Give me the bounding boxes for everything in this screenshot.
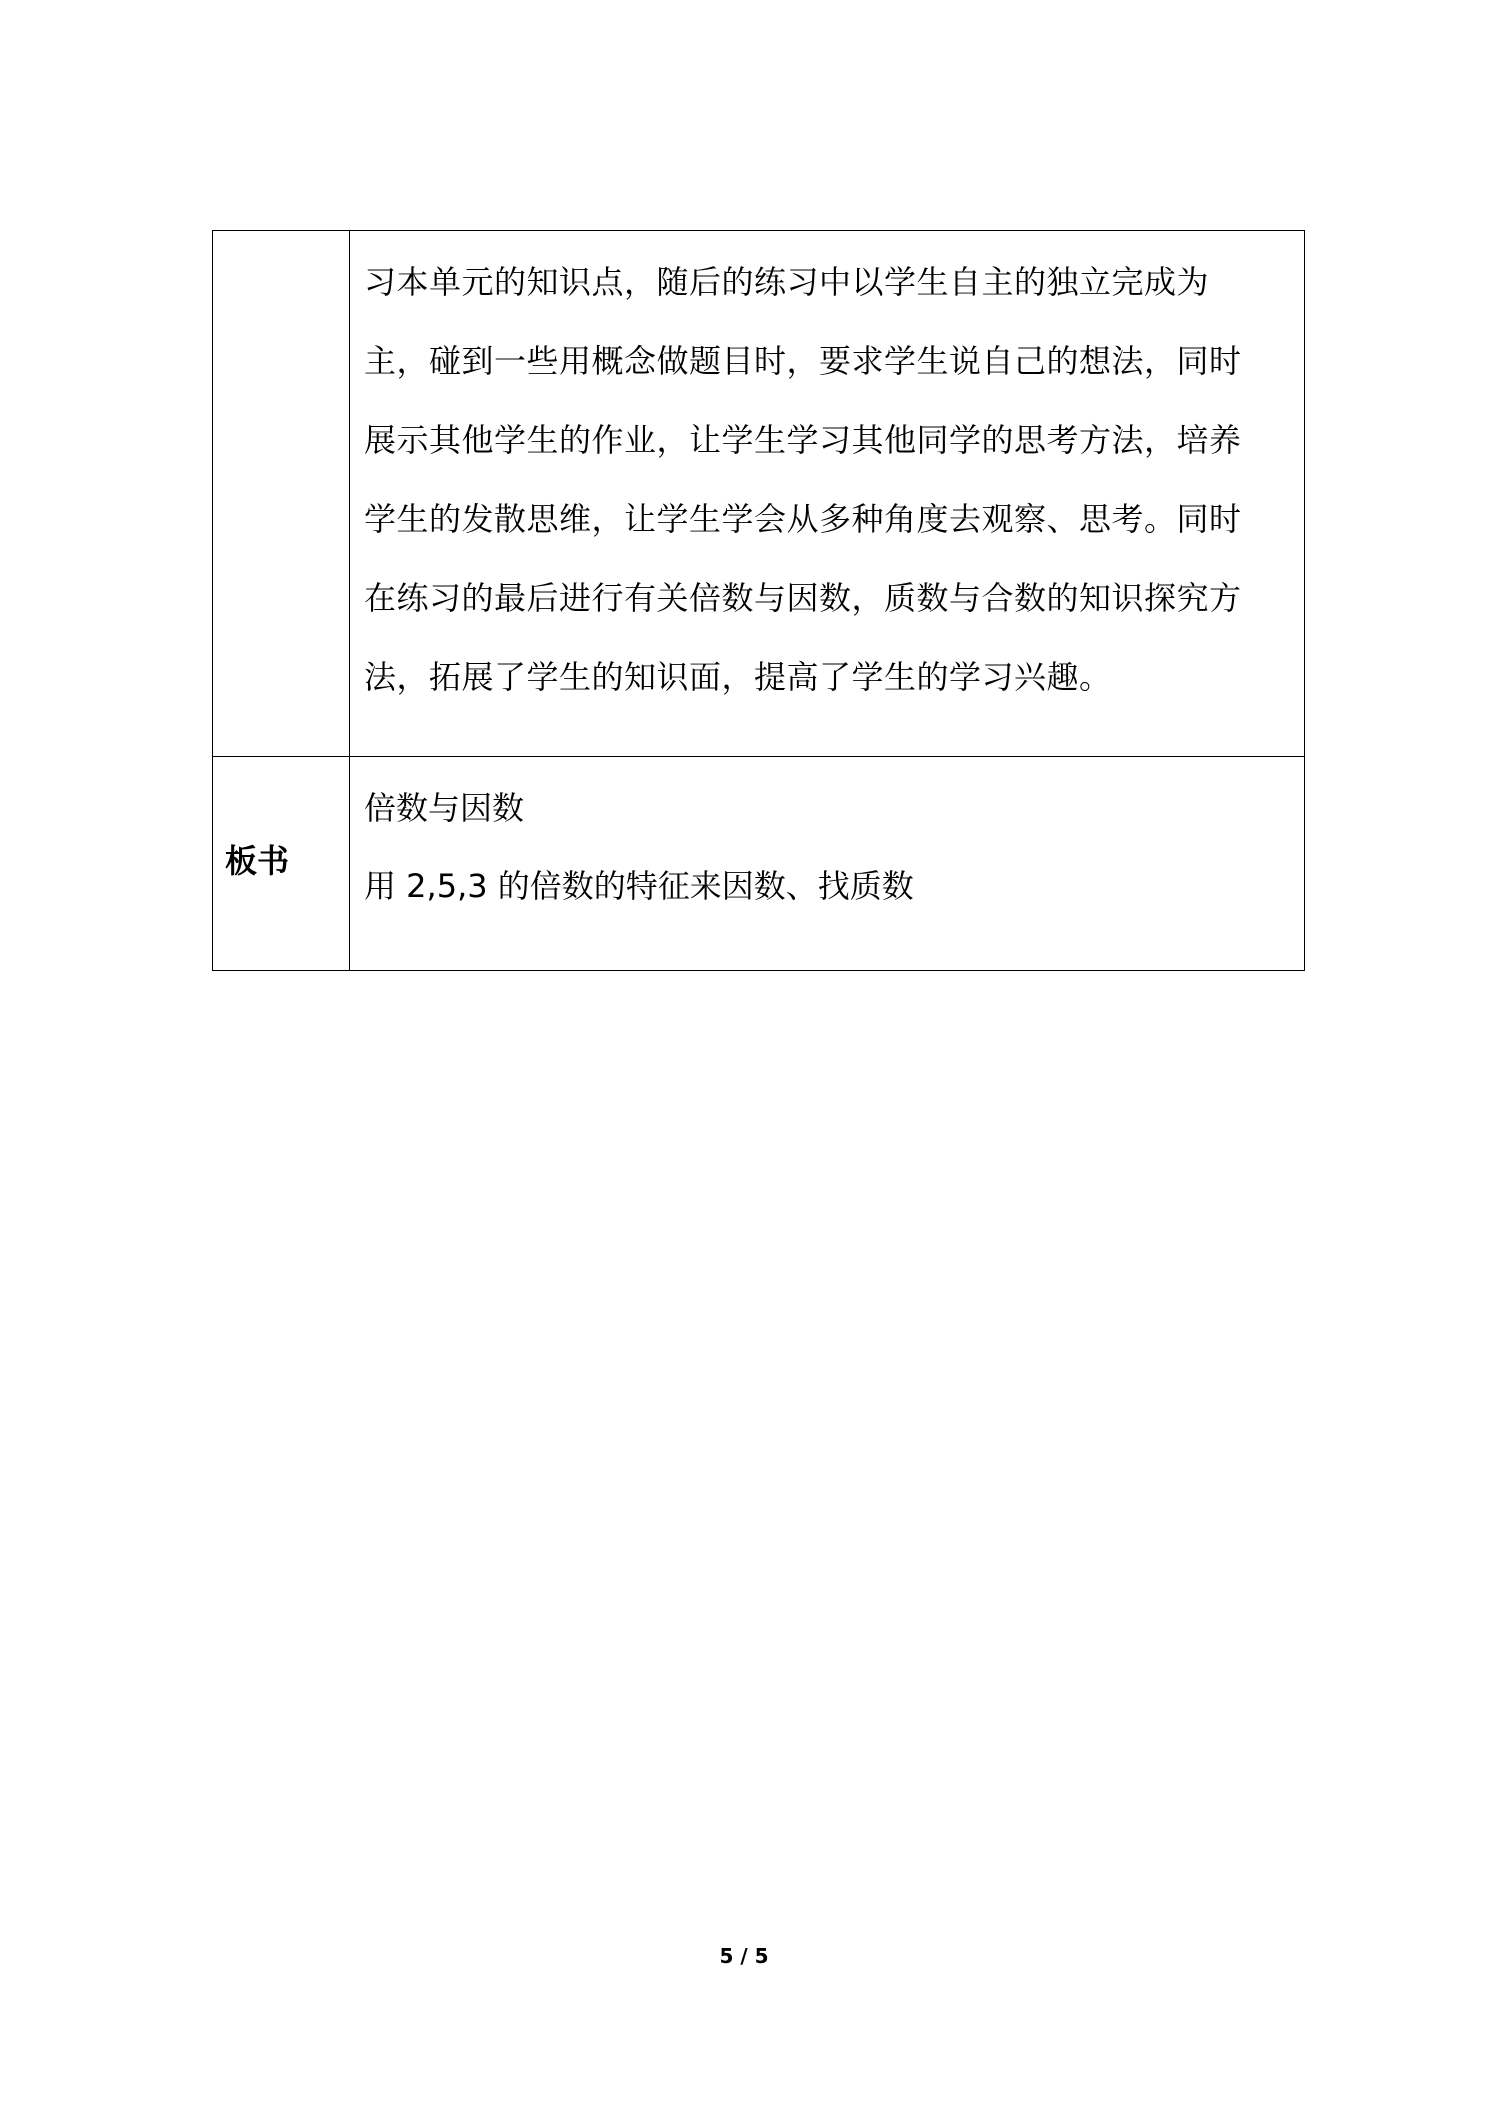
reflection-row: [213, 231, 1305, 757]
board-label-cell: [213, 757, 350, 971]
reflection-line: 展示其他学生的作业，让学生学习其他同学的思考方法，培养: [364, 421, 1242, 459]
reflection-line: 主，碰到一些用概念做题目时，要求学生说自己的想法，同时: [364, 342, 1242, 380]
board-line: 倍数与因数: [364, 789, 525, 827]
board-label: 板书: [225, 841, 290, 880]
board-row: [213, 757, 1305, 971]
board-line: 用 2,5,3 的倍数的特征来因数、找质数: [364, 867, 914, 905]
page-number: 5 / 5: [719, 1944, 769, 1968]
reflection-content-cell: [350, 231, 1305, 757]
reflection-label-cell: [213, 231, 350, 757]
lesson-plan-table: [212, 230, 1305, 971]
reflection-line: 学生的发散思维，让学生学会从多种角度去观察、思考。同时: [364, 500, 1242, 538]
reflection-text: [364, 243, 1294, 717]
board-content-cell: [350, 757, 1305, 971]
reflection-line: 习本单元的知识点，随后的练习中以学生自主的独立完成为: [364, 263, 1210, 301]
reflection-line: 在练习的最后进行有关倍数与因数，质数与合数的知识探究方: [364, 579, 1242, 617]
reflection-line: 法，拓展了学生的知识面，提高了学生的学习兴趣。: [364, 658, 1112, 696]
board-content: [364, 769, 1294, 925]
